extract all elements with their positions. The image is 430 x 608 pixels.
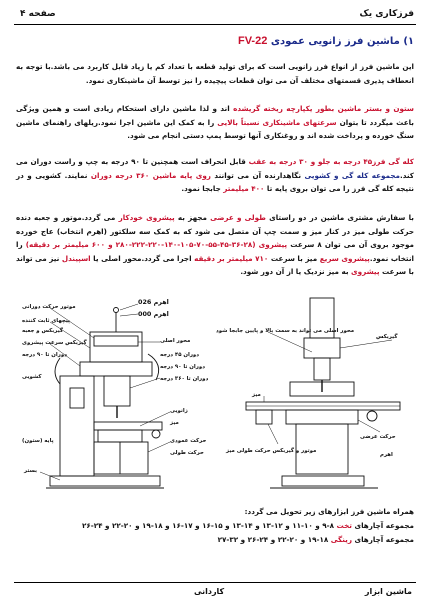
highlight-text: پیشروی سریع: [319, 253, 370, 263]
paragraph-feed: [16, 211, 414, 279]
body-text: ۸-۹ و ۱۰-۱۱ و ۱۲-۱۳ و ۱۴-۱۳ و ۱۵-۱۶ و ۱۷-۱۶ و ۱۸-۱۹ و ۲۰-۲۲ و ۲۴-۲۶: [81, 521, 337, 530]
label-lever1: اهرم 026: [138, 298, 169, 306]
callout-line: [148, 442, 170, 452]
saddle: [98, 430, 142, 442]
paragraph-structure: [16, 102, 414, 143]
body-text: را به کمک این ماشین اجرا نمود.ریلهای راهنمای ماشین سنگ خورده و پرداخت شده اند و روغنکاری آنها توسط پمپ دستی انجام می شود.: [16, 117, 414, 141]
front-handwheel: [367, 411, 377, 421]
callout-line: [340, 340, 392, 348]
callout-line: [268, 424, 278, 444]
body-text: را انتخاب نمود.: [16, 240, 415, 263]
body-text: مجهز به: [174, 213, 211, 222]
page-number: صفحه ۴: [20, 9, 56, 19]
body-text: جابجا نمود.: [181, 184, 224, 194]
machine-front-view: [246, 298, 400, 488]
label-front-table: میز: [252, 392, 261, 398]
machine-figures: [20, 292, 412, 497]
section-title: [238, 35, 414, 47]
highlight-text: ستون و بستر ماشین بطور یکپارچه ریخته گریشده: [233, 104, 414, 113]
section-number: ۱): [403, 36, 414, 47]
body-text: نگاهدارنده آن می توانند: [210, 170, 305, 180]
label-lever2: اهرم 000: [138, 310, 169, 318]
body-text: اجرا می گردد.محور اصلی یا: [90, 253, 195, 263]
callout-line: [120, 304, 138, 310]
highlight-text: ۴۰۰ میلیمتر: [223, 184, 265, 194]
right-labels: [216, 328, 398, 458]
lever-knob: [114, 308, 119, 313]
model-code: FV-22: [237, 35, 268, 47]
label-vertical-move: حرکت عمودی: [170, 438, 207, 444]
tools-section: [16, 505, 414, 547]
body-text: ۱۸-۱۹ و ۲۰-۲۲ و ۲۴-۲۶ و ۳۲-۲۷: [217, 535, 331, 544]
body-text: اند و لذا ماشین دارای استحکام زیادی است و همین ویژگی باعث میگردد تا بتوان: [16, 104, 414, 127]
callout-line: [358, 420, 380, 432]
machine-diagram: [20, 292, 412, 497]
feed-motor: [256, 410, 272, 424]
label-spindle-feed: گیربکس سرعت پیشروی: [22, 340, 87, 346]
highlight-text: اسپیندل: [61, 253, 91, 263]
label-gearbox: گیربکس و جعبه: [22, 328, 63, 334]
label-motor-gear: موتور و گیربکس حرکت طولی میز: [226, 448, 317, 454]
label-zanoo: زانویی: [170, 408, 188, 414]
highlight-text: سرعتهای ماشینکاری نسبتاً بالایی: [217, 117, 337, 127]
body-text: مجموعه آچارهای: [352, 535, 414, 544]
spindle-head: [104, 376, 130, 406]
column-body: [60, 376, 94, 476]
callout-line: [120, 314, 138, 316]
knee-block: [94, 442, 148, 474]
label-cross-move: حرکت عرضی: [360, 434, 396, 440]
label-rotate90-right: دوران تا ۹۰ درجه: [160, 364, 205, 370]
highlight-text: تخت: [336, 521, 353, 530]
paragraph-intro: این ماشین فرز از انواع فرز زانویی است که برای تولید قطعه با تعداد کم یا زیاد قابل کاربرد می باشد.با توجه به انعطاف پذیری قسمتهای مختلف آن می توان قطعات پیچیده را نیز توسط آن ماشینکاری نمود.: [16, 62, 414, 85]
label-column: پایه (ستون): [22, 438, 54, 444]
body-text: به میز نزدیک یا از آن دور شود.: [240, 267, 352, 277]
label-motor: موتور حرکت دورانی: [22, 304, 76, 310]
body-text: مجموعه آچارهای: [352, 521, 414, 530]
ram-slide: [80, 362, 152, 376]
highlight-text: مجموعه کله گی و کشویی: [304, 170, 400, 180]
machine-side-view: [46, 308, 164, 489]
highlight-text: طولی و عرضی: [210, 213, 266, 222]
tools-flat-wrenches: [16, 519, 414, 533]
callout-line: [268, 332, 312, 352]
tools-intro: همراه ماشین فرز ابزارهای زیر تحویل می گردد:: [244, 507, 414, 516]
footer-level: کاردانی: [194, 587, 225, 596]
table-top: [94, 422, 162, 430]
body-text: نمایند. کشویی و در نتیجه کله گی فرز را می توان بروی پایه تا: [16, 170, 414, 194]
motor-housing: [94, 336, 138, 346]
paragraph-head: [16, 155, 414, 196]
highlight-text: روی پایه ماشین ۳۶۰ درجه دوران: [90, 170, 211, 180]
chapter-title: فرزکاری یک: [359, 9, 414, 19]
handwheel: [152, 430, 160, 438]
highlight-text: ۷۱۰ میلیمتر بر دقیقه: [194, 253, 269, 263]
label-handle: اهرم: [380, 452, 393, 458]
label-spindle-axis: محور اصلی: [160, 338, 191, 344]
body-text: می گردد.موتور و جعبه دنده حرکت طولی میز در کنار میز و سمت چپ آن متصل می شود که به کمک سه سلکتور (اهرم انتخاب) عاج خورده موجود بروی آن می توان ۸ سرعت: [16, 213, 414, 250]
left-labels: [22, 298, 208, 474]
right-callout-lines: [264, 332, 392, 444]
label-rotate90-left: دوران تا ۹۰ درجه: [22, 352, 67, 358]
highlight-text: پیشروی (۲۸-۳۶-۴۵-۵۵-۷۰-۱۰۵-۱۴۰-۲۲۰-۲۲۲-۲۸۰ و ۶۰۰ میلیمتر بر دقیقه): [25, 240, 288, 250]
highlight-text: پیشروی: [351, 267, 380, 277]
highlight-text: پیشروی خودکار: [118, 213, 175, 222]
front-saddle: [286, 410, 358, 424]
body-text: با سفارش مشتری ماشین در دو راستای: [265, 213, 414, 222]
body-text: میز با سرعت: [268, 253, 320, 263]
label-bolts: پیچهای ثابت کننده: [22, 318, 70, 324]
label-rotate45: دوران ۴۵ درجه: [160, 352, 200, 358]
front-base: [282, 476, 364, 486]
body-text: قابل انحراف است همچنین تا ۹۰ درجه به چپ و راست دوران می کند.: [16, 157, 414, 180]
column-window: [70, 388, 84, 408]
highlight-text: رینگی: [330, 535, 353, 544]
section-title-text: ماشین فرز زانویی عمودی: [270, 36, 400, 47]
head-motor-block: [90, 332, 142, 362]
label-kesho: کشویی: [22, 374, 42, 380]
callout-line: [130, 378, 160, 388]
label-table: میز: [170, 420, 179, 426]
front-head: [304, 338, 340, 358]
page-header: [14, 6, 416, 25]
front-quill: [314, 358, 330, 380]
label-main-axis: محور اصلی می تواند به سمت بالا و پایین جابجا شود: [216, 328, 355, 334]
page-footer: [14, 582, 416, 599]
label-gear: گیربکس: [376, 334, 398, 340]
body-text: نیز می تواند با سرعت: [16, 253, 414, 277]
footer-course: ماشین ابزار: [364, 587, 412, 596]
label-bed: بستر: [24, 468, 38, 474]
rotate-arc-left: [55, 358, 60, 384]
label-base-rot: دوران تا ۳۶۰ درجه: [160, 376, 209, 382]
tools-ring-wrenches: [16, 533, 414, 547]
label-long-move: حرکت طولی: [170, 450, 204, 456]
callout-line: [140, 412, 170, 426]
highlight-text: کله گی فرز۴۵ درجه به جلو و ۳۰ درجه به عقب: [248, 157, 414, 166]
base-plate: [50, 476, 160, 486]
